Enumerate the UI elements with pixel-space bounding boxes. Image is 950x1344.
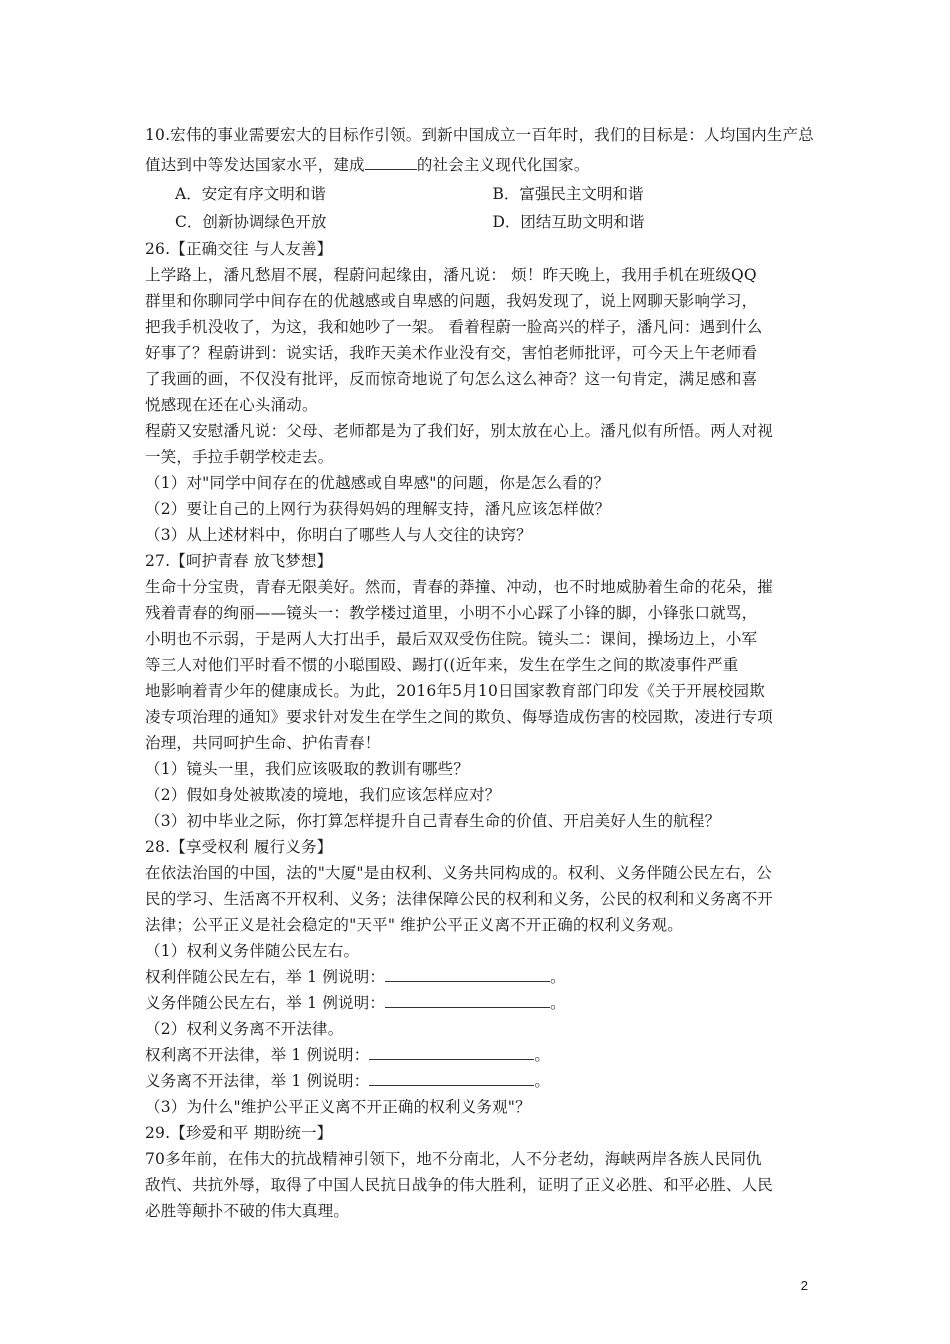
q28-fill-end: 。 bbox=[534, 1046, 551, 1064]
q29-text-line: 70多年前，在伟大的抗战精神引领下，地不分南北，人不分老幼，海峡两岸各族人民同仇 bbox=[145, 1150, 762, 1168]
q28-fill-end: 。 bbox=[534, 1072, 551, 1090]
q29-title: 29.【珍爱和平 期盼统一】 bbox=[145, 1124, 333, 1142]
q26-subquestion: （2）要让自己的上网行为获得妈妈的理解支持，潘凡应该怎样做？ bbox=[145, 500, 611, 518]
q28-subquestion: （2）权利义务离不开法律。 bbox=[145, 1020, 344, 1038]
q26-text-line: 程蔚又安慰潘凡说：父母、老师都是为了我们好，别太放在心上。潘凡似有所悟。两人对视 bbox=[145, 422, 774, 440]
q27-text-line: 等三人对他们平时看不惯的小聪围殴、踢打((近年来，发生在学生之间的欺凌事件严重 bbox=[145, 656, 739, 674]
q29-text-line: 必胜等颠扑不破的伟大真理。 bbox=[145, 1202, 350, 1220]
q28-answer-blank[interactable] bbox=[385, 967, 550, 982]
q10-option-a[interactable]: A．安定有序文明和谐 bbox=[175, 185, 326, 203]
q28-answer-blank[interactable] bbox=[369, 1071, 534, 1086]
q27-subquestion: （3）初中毕业之际，你打算怎样提升自己青春生命的价值、开启美好人生的航程？ bbox=[145, 812, 721, 830]
q26-text-line: 上学路上，潘凡愁眉不展，程蔚问起缘由，潘凡说： 烦！昨天晚上，我用手机在班级QQ bbox=[145, 266, 757, 284]
q10-stem-part-a: 值达到中等发达国家水平，建成 bbox=[145, 156, 365, 174]
q27-subquestion: （2）假如身处被欺凌的境地，我们应该怎样应对？ bbox=[145, 786, 501, 804]
q27-text-line: 凌专项治理的通知》要求针对发生在学生之间的欺负、侮辱造成伤害的校园欺，凌进行专项 bbox=[145, 708, 774, 726]
q10-stem-line1: 10.宏伟的事业需要宏大的目标作引领。到新中国成立一百年时，我们的目标是：人均国内生产总 bbox=[145, 126, 814, 144]
q28-title: 28.【享受权利 履行义务】 bbox=[145, 838, 333, 856]
q26-text-line: 了我画的画，不仅没有批评，反而惊奇地说了句怎么这么神奇？这一句肯定，满足感和喜 bbox=[145, 370, 758, 388]
q28-answer-blank[interactable] bbox=[369, 1045, 534, 1060]
q28-fill-line bbox=[145, 1042, 810, 1068]
page-number: 2 bbox=[800, 1278, 808, 1293]
q28-fill-end: 。 bbox=[550, 968, 566, 986]
q28-fill-label: 权利离不开法律，举 1 例说明： bbox=[145, 1046, 370, 1064]
q27-title: 27.【呵护青春 放飞梦想】 bbox=[145, 552, 333, 570]
q10-option-d[interactable]: D．团结互助文明和谐 bbox=[492, 213, 645, 231]
q10-stem-line2 bbox=[145, 150, 810, 180]
q28-text-line: 在依法治国的中国，法的"大厦"是由权利、义务共同构成的。权利、义务伴随公民左右，公 bbox=[145, 864, 772, 882]
q28-text-line: 法律；公平正义是社会稳定的"天平" 维护公平正义离不开正确的权利义务观。 bbox=[145, 916, 683, 934]
q10-option-c[interactable]: C．创新协调绿色开放 bbox=[175, 213, 327, 231]
q27-text-line: 地影响着青少年的健康成长。为此，2016年5月10日国家教育部门印发《关于开展校园欺 bbox=[145, 682, 765, 700]
q27-text-line: 治理，共同呵护生命、护佑青春！ bbox=[145, 734, 381, 752]
q10-options-row1 bbox=[175, 180, 810, 208]
q27-text-line: 残着青春的绚丽——镜头一：教学楼过道里，小明不小心踩了小锋的脚，小锋张口就骂， bbox=[145, 604, 758, 622]
q10-option-b[interactable]: B．富强民主文明和谐 bbox=[492, 185, 644, 203]
q28-subquestion: （1）权利义务伴随公民左右。 bbox=[145, 942, 360, 960]
q26-text-line: 悦感现在还在心头涌动。 bbox=[145, 396, 318, 414]
q28-fill-label: 权利伴随公民左右，举 1 例说明： bbox=[145, 968, 386, 986]
q27-text-line: 小明也不示弱，于是两人大打出手，最后双双受伤住院。镜头二：课间，操场边上，小军 bbox=[145, 630, 758, 648]
q26-subquestion: （3）从上述材料中，你明白了哪些人与人交往的诀窍？ bbox=[145, 526, 532, 544]
q28-subquestion: （3）为什么"维护公平正义离不开正确的权利义务观"？ bbox=[145, 1098, 531, 1116]
q28-fill-line bbox=[145, 1068, 810, 1094]
q26-subquestion: （1）对"同学中间存在的优越感或自卑感"的问题，你是怎么看的？ bbox=[145, 474, 610, 492]
q27-text-line: 生命十分宝贵，青春无限美好。然而，青春的莽撞、冲动，也不时地威胁着生命的花朵，摧 bbox=[145, 578, 774, 596]
q26-text-line: 把我手机没收了，为这，我和她吵了一架。 看着程蔚一脸高兴的样子，潘凡问：遇到什么 bbox=[145, 318, 763, 336]
q28-answer-blank[interactable] bbox=[385, 993, 550, 1008]
q28-fill-end: 。 bbox=[550, 994, 566, 1012]
q28-fill-label: 义务伴随公民左右，举 1 例说明： bbox=[145, 994, 386, 1012]
q27-subquestion: （1）镜头一里，我们应该吸取的教训有哪些？ bbox=[145, 760, 470, 778]
document-page bbox=[145, 120, 814, 1224]
q10-options-row2 bbox=[175, 208, 810, 236]
q26-text-line: 好事了？程蔚讲到：说实话，我昨天美术作业没有交，害怕老师批评，可今天上午老师看 bbox=[145, 344, 758, 362]
q28-text-line: 民的学习、生活离不开权利、义务；法律保障公民的权利和义务，公民的权利和义务离不开 bbox=[145, 890, 774, 908]
q28-fill-label: 义务离不开法律，举 1 例说明： bbox=[145, 1072, 370, 1090]
q10-stem-part-b: 的社会主义现代化国家。 bbox=[416, 156, 590, 174]
q10-answer-blank[interactable] bbox=[365, 155, 417, 170]
q29-text-line: 敌忾、共抗外辱，取得了中国人民抗日战争的伟大胜利，证明了正义必胜、和平必胜、人民 bbox=[145, 1176, 774, 1194]
q26-text-line: 一笑，手拉手朝学校走去。 bbox=[145, 448, 334, 466]
q26-text-line: 群里和你聊同学中间存在的优越感或自卑感的问题，我妈发现了，说上网聊天影响学习， bbox=[145, 292, 758, 310]
q28-fill-line bbox=[145, 990, 810, 1016]
q28-fill-line bbox=[145, 964, 810, 990]
q26-title: 26.【正确交往 与人友善】 bbox=[145, 240, 333, 258]
